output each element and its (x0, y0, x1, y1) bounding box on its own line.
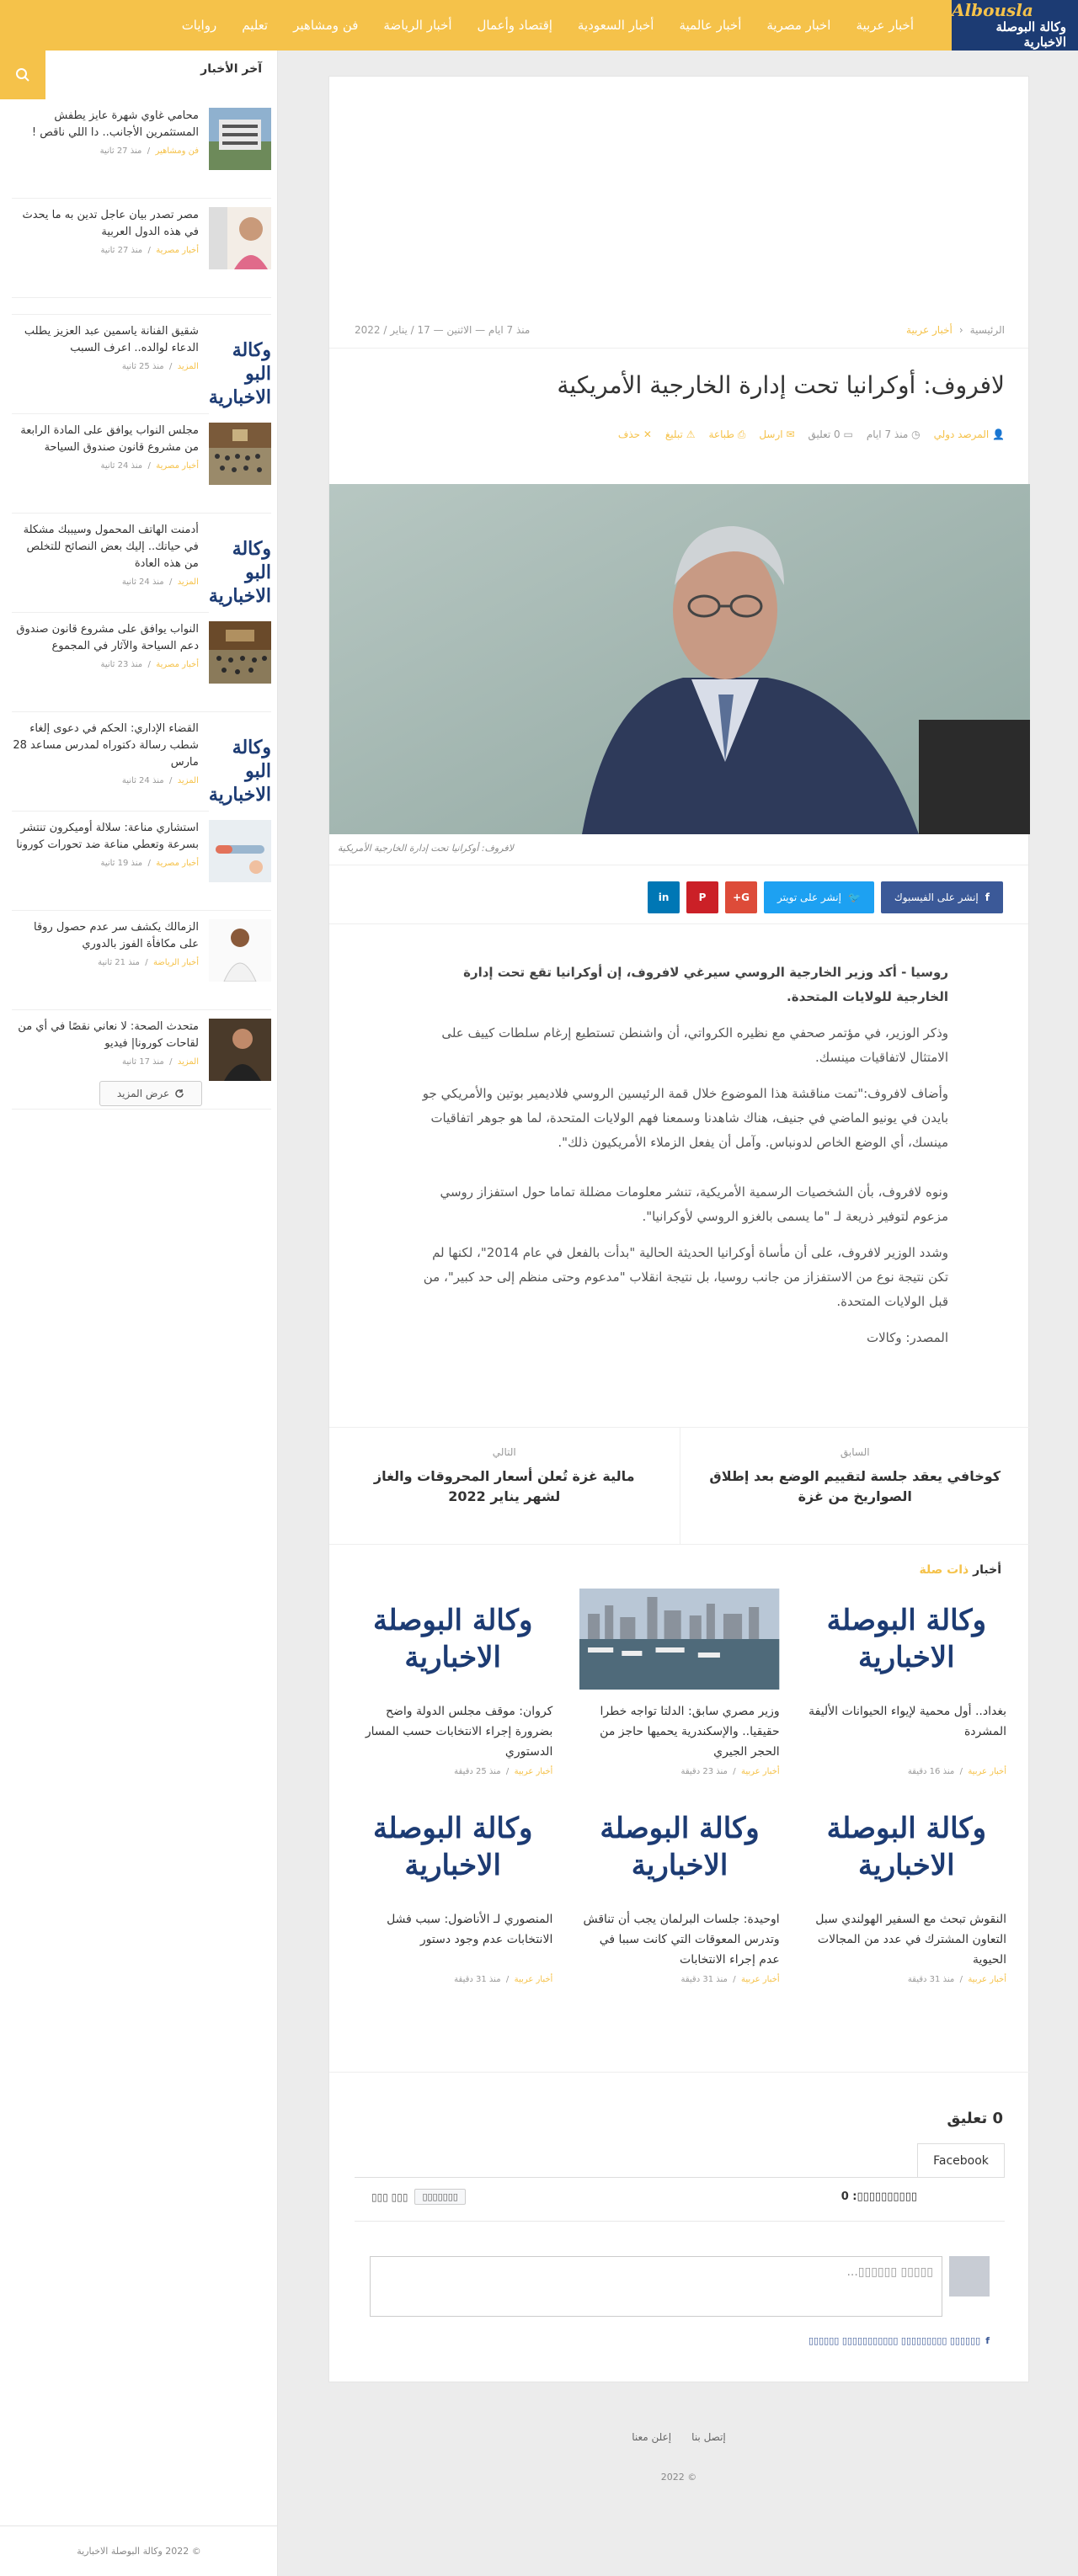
article-paragraph: وأضاف لافروف:"تمت مناقشة هذا الموضوع خلال قمة الرئيسين الروسي فلاديمير بوتين والأمريكي جو بايدن في يونيو الماضي في جنيف، هناك شاهدنا وسمعنا فهم الولايات المتحدة، لما هو جوهر اتفاقيات مينسك، أي الوضع الخاص لدونباس. وآمل أن يفعل الزملاء الأمريكيون ذلك". (422, 1086, 948, 1150)
sidebar-news-list (12, 99, 271, 1110)
sidebar-spacer (12, 298, 271, 315)
linkedin-icon: in (658, 891, 670, 903)
sidebar-news-item[interactable] (12, 812, 271, 911)
article-source: المصدر: وكالات (867, 1330, 948, 1345)
news-category[interactable]: أخبار الرياضة (152, 958, 199, 967)
placeholder-logo-image: وكالة البوصلة الاخبارية (807, 1589, 1006, 1690)
placeholder-logo-image: وكالة البوصلة الاخبارية (353, 1796, 552, 1897)
load-more-button[interactable] (99, 1081, 202, 1106)
related-category[interactable]: أخبار عربية (968, 1975, 1006, 1984)
send-link[interactable] (759, 428, 794, 441)
report-label: تبليغ (664, 428, 683, 440)
news-time: منذ 21 ثانية (98, 958, 140, 967)
googleplus-icon: G+ (733, 891, 750, 903)
article-time: منذ 7 ايام (866, 428, 909, 440)
clock-icon: ◷ (911, 428, 921, 440)
news-category[interactable]: المزيد (177, 577, 199, 587)
article-meta (618, 428, 1005, 441)
latest-news-sidebar (0, 51, 278, 2576)
related-photo (579, 1589, 779, 1690)
related-meta: أخبار عربية / منذ 31 دقيقة (907, 1975, 1006, 1984)
news-meta: أخبار مصرية / منذ 19 ثانية (100, 859, 199, 868)
related-card[interactable] (579, 1796, 779, 1984)
placeholder-logo-image: وكالة البوصلة الاخبارية (579, 1796, 779, 1897)
related-card[interactable] (807, 1796, 1006, 1984)
fb-plugin-label: ▯▯▯▯▯▯ ▯▯▯▯▯▯▯▯▯ ▯▯▯▯▯▯▯▯▯▯▯ ▯▯▯▯▯▯ (808, 2335, 981, 2346)
news-meta: أخبار مصرية / منذ 24 ثانية (100, 461, 199, 471)
comments-section (329, 2072, 1030, 2346)
related-card[interactable] (353, 1796, 552, 1984)
share-facebook-label: إنشر على الفيسبوك (894, 891, 979, 903)
related-title[interactable]: وزير مصري سابق: الدلتا تواجه خطرا حقيقيا.. والإسكندرية يحميها حاجز من الحجر الجيري (600, 1705, 780, 1759)
post-navigation (329, 1427, 1030, 1545)
share-googleplus-button[interactable] (725, 881, 757, 913)
related-meta: أخبار عربية / منذ 31 دقيقة (680, 1975, 780, 1984)
placeholder-logo-image: وكالة البو الاخبارية (209, 721, 271, 822)
news-headline[interactable]: النواب يوافق على مشروع قانون صندوق دعم السياحة والآثار في المجموع (16, 623, 199, 652)
user-icon: 👤 (992, 428, 1005, 440)
delete-link[interactable] (618, 428, 652, 441)
next-label: التالي (492, 1446, 516, 1458)
news-time: منذ 24 ثانية (121, 776, 164, 785)
nav-item-education[interactable]: تعليم (242, 18, 269, 33)
sidebar-news-item[interactable] (12, 315, 271, 414)
news-headline[interactable]: القضاء الإداري: الحكم في دعوى إلغاء شطب رسالة دكتوراه لمدرس مساعد 28 مارس (13, 722, 199, 769)
footer-copyright: © 2022 (660, 2472, 697, 2483)
related-meta: أخبار عربية / منذ 25 دقيقة (454, 1767, 553, 1776)
comments-count: 0 تعليق (808, 428, 841, 440)
logo-latin: Albousla (952, 0, 1033, 20)
close-icon: ✕ (643, 428, 652, 440)
related-time: منذ 31 دقيقة (680, 1975, 728, 1984)
previous-label: السابق (840, 1446, 870, 1458)
related-category[interactable]: أخبار عربية (740, 1767, 780, 1776)
placeholder-logo-image: وكالة البوصلة الاخبارية (807, 1796, 1006, 1897)
news-category[interactable]: أخبار مصرية (156, 660, 199, 669)
sidebar-news-item[interactable] (12, 414, 271, 514)
related-title[interactable]: كروان: موقف مجلس الدولة واضح بضرورة إجراء الانتخابات حسب المسار الدستوري (365, 1705, 553, 1759)
news-category[interactable]: المزيد (177, 362, 199, 371)
related-title-highlight: ذات صلة (919, 1563, 969, 1577)
related-time: منذ 31 دقيقة (454, 1975, 501, 1984)
related-title[interactable]: المنصوري لـ الأناضول: سبب فشل الانتخابات عدم وجود دستور (387, 1913, 553, 1946)
share-facebook-button[interactable] (881, 881, 1003, 913)
article-body (409, 961, 948, 1362)
nav-item-arab-news[interactable]: أخبار عربية (856, 18, 914, 33)
news-headline[interactable]: متحدث الصحة: لا نعاني نقصًا في أي من لقاحات كورونا| فيديو (18, 1020, 199, 1050)
news-headline[interactable]: الزمالك يكشف سر عدم حصول روقا على مكافأة الفوز بالدوري (34, 921, 199, 950)
article-paragraph: ونوه لافروف، بأن الشخصيات الرسمية الأمريكية، تنشر معلومات مضللة تماما حول استفزاز روسي مزعوم لتوفير ذريعة لـ "ما يسمى بالغزو الروسي لأوكرانيا". (440, 1184, 948, 1224)
news-category[interactable]: فن ومشاهير (155, 146, 199, 156)
related-title-prefix: أخبار (973, 1563, 1001, 1577)
nav-item-world-news[interactable]: أخبار عالمية (679, 18, 742, 33)
breadcrumb-home[interactable]: الرئيسية (969, 324, 1005, 336)
divider (329, 923, 1028, 924)
comment-input[interactable]: ▯▯▯▯▯ ▯▯▯▯▯▯... (370, 2256, 942, 2317)
related-title[interactable]: اوحيدة: جلسات البرلمان يجب أن تناقش وتدرس المعوقات التي كانت سببا في عدم إجراء الانتخابات (583, 1913, 780, 1967)
ad-space (329, 77, 1028, 312)
news-category[interactable]: أخبار مصرية (156, 859, 199, 868)
tab-facebook[interactable]: Facebook (917, 2143, 1005, 2177)
envelope-icon: ✉ (786, 428, 795, 440)
comments-title: 0 تعليق (947, 2110, 1003, 2127)
print-icon: ⎙ (737, 428, 746, 440)
author-link[interactable]: المرصد دولي (933, 428, 990, 440)
sidebar-news-item[interactable] (12, 613, 271, 712)
news-thumbnail (209, 820, 271, 882)
news-time: منذ 24 ثانية (121, 577, 164, 587)
nav-item-celebrities[interactable]: فن ومشاهير (293, 18, 359, 33)
share-linkedin-button[interactable] (648, 881, 680, 913)
news-meta: أخبار مصرية / منذ 23 ثانية (100, 660, 199, 669)
report-link[interactable] (665, 428, 696, 441)
related-category[interactable]: أخبار عربية (968, 1767, 1006, 1776)
search-button[interactable] (0, 51, 45, 99)
nav-item-saudi-news[interactable]: أخبار السعودية (577, 18, 654, 33)
warning-icon: ⚠ (686, 428, 696, 440)
footer-advertise-link[interactable]: إعلن معنا (632, 2431, 672, 2443)
breadcrumb-category[interactable]: أخبار عربية (906, 324, 953, 336)
search-icon (15, 67, 30, 82)
news-thumbnail (209, 207, 271, 269)
previous-title[interactable]: كوخافي يعقد جلسة لتقييم الوضع بعد إطلاق الصواريخ من غزة (709, 1468, 1001, 1504)
news-category[interactable]: المزيد (177, 776, 199, 785)
sidebar-news-item[interactable] (12, 514, 271, 613)
share-twitter-button[interactable] (764, 881, 874, 913)
fb-comment-count: ▯▯▯▯▯▯▯▯▯▯: 0 (841, 2190, 917, 2203)
delete-label: حذف (617, 428, 641, 440)
nav-item-economy[interactable]: إقتصاد وأعمال (477, 18, 552, 33)
breadcrumb (906, 324, 1005, 336)
news-headline[interactable]: محامي غاوي شهرة عايز يطفش المستثمرين الأجانب.. دا اللي ناقص ! (31, 109, 199, 139)
avatar (949, 2256, 990, 2297)
article-title: لافروف: أوكرانيا تحت إدارة الخارجية الأمريكية (557, 371, 1005, 399)
twitter-icon: 🐦 (847, 891, 861, 903)
news-meta: المزيد / منذ 24 ثانية (121, 776, 199, 785)
related-card[interactable] (807, 1589, 1006, 1776)
sidebar-title: آخر الأخبار (200, 62, 262, 76)
author-info (934, 428, 1005, 441)
news-category[interactable]: أخبار مصرية (156, 246, 199, 255)
related-category[interactable]: أخبار عربية (740, 1975, 780, 1984)
share-buttons (648, 881, 1003, 913)
related-category[interactable]: أخبار عربية (514, 1975, 553, 1984)
related-title[interactable]: بغداد.. أول محمية لإيواء الحيوانات الأليفة المشردة (808, 1705, 1006, 1738)
top-navbar (0, 0, 1078, 51)
related-time: منذ 16 دقيقة (907, 1767, 955, 1776)
related-meta: أخبار عربية / منذ 23 دقيقة (680, 1767, 780, 1776)
news-time: منذ 27 ثانية (100, 246, 143, 255)
nav-item-novels[interactable]: روايات (181, 18, 217, 33)
refresh-icon (174, 1088, 184, 1099)
related-time: منذ 31 دقيقة (907, 1975, 955, 1984)
news-headline[interactable]: مجلس النواب يوافق على المادة الرابعة من مشروع قانون صندوق السياحة (20, 424, 199, 454)
related-meta: أخبار عربية / منذ 31 دقيقة (454, 1975, 553, 1984)
sidebar-news-item[interactable] (12, 911, 271, 1010)
sidebar-news-item[interactable] (12, 712, 271, 812)
news-headline[interactable]: استشاري مناعة: سلالة أوميكرون تنتشر بسرعة وتعطي مناعة ضد تحورات كورونا (16, 822, 199, 851)
news-thumbnail (209, 108, 271, 170)
article-hero-image (329, 484, 1030, 834)
news-headline[interactable]: شقيق الفنانة ياسمين عبد العزيز يطلب الدعاء لوالده.. اعرف السبب (24, 325, 199, 354)
footer-contact-link[interactable]: إتصل بنا (691, 2431, 726, 2443)
fb-sort-control (371, 2189, 466, 2205)
news-thumbnail (209, 621, 271, 684)
news-time: منذ 24 ثانية (100, 461, 143, 471)
news-thumbnail (209, 1019, 271, 1081)
facebook-icon: f (985, 891, 990, 903)
print-label: طباعة (708, 428, 734, 440)
news-headline[interactable]: أدمنت الهاتف المحمول وسيببك مشكلة في حياتك.. إليك بعض النصائح للتخلص من هذه العادة (23, 524, 199, 570)
news-meta: المزيد / منذ 24 ثانية (121, 577, 199, 587)
sidebar-copyright: © 2022 وكالة البوصلة الاخبارية (0, 2525, 278, 2576)
previous-post[interactable] (680, 1428, 1031, 1544)
placeholder-logo-image: وكالة البو الاخبارية (209, 323, 271, 424)
related-news-grid (353, 1589, 1006, 1984)
related-news-title (920, 1563, 1001, 1577)
comment-icon: ▭ (843, 428, 853, 440)
main-nav (169, 0, 926, 51)
related-time: منذ 25 دقيقة (454, 1767, 501, 1776)
divider (355, 2221, 1005, 2222)
send-label: ارسل (759, 428, 783, 440)
sidebar-news-item[interactable] (12, 99, 271, 199)
pinterest-icon: P (698, 891, 707, 903)
hero-photo (329, 484, 1030, 834)
article-container (328, 76, 1029, 2382)
next-title[interactable]: مالية غزة تُعلن أسعار المحروقات والغاز لشهر يناير 2022 (373, 1468, 635, 1504)
print-link[interactable] (708, 428, 745, 441)
news-meta: المزيد / منذ 17 ثانية (122, 1057, 199, 1067)
related-title[interactable]: النقوش تبحث مع السفير الهولندي سبل التعاون المشترك في عدد من المجالات الحيوية (815, 1913, 1006, 1967)
share-twitter-label: إنشر على تويتر (777, 891, 841, 903)
article-paragraph: وشدد الوزير لافروف، على أن مأساة أوكرانيا الحديثة الحالية "بدأت بالفعل في عام 2014"، لكنها لم تكن نتيجة نوع من الاستفزاز من جانب روسيا، بل نتيجة انقلاب "مدعوم وحتى منظم إلى حد كبير"، من قبل الولايات المتحدة. (423, 1245, 948, 1309)
divider (329, 348, 1028, 349)
chevron-left-icon: ‹ (958, 324, 963, 336)
news-category[interactable]: أخبار مصرية (156, 461, 199, 471)
placeholder-logo-image: وكالة البو الاخبارية (209, 522, 271, 623)
image-caption: لافروف: أوكرانيا تحت إدارة الخارجية الأمريكية (338, 843, 514, 854)
facebook-icon: f (985, 2335, 990, 2346)
load-more-label: عرض المزيد (116, 1088, 170, 1099)
related-time: منذ 23 دقيقة (680, 1767, 728, 1776)
time-info (867, 428, 921, 441)
fb-plugin-link[interactable] (808, 2335, 990, 2346)
footer-links (328, 2431, 1029, 2443)
share-pinterest-button[interactable] (686, 881, 718, 913)
post-date: منذ 7 ايام — الاثنين — 17 / يناير / 2022 (355, 324, 531, 336)
related-card[interactable] (579, 1589, 779, 1776)
fb-sort-select[interactable]: ▯▯▯▯▯▯▯ (414, 2189, 465, 2205)
fb-sort-label: ▯▯▯ ▯▯▯ (371, 2190, 408, 2203)
news-time: منذ 19 ثانية (100, 859, 143, 868)
related-category[interactable]: أخبار عربية (514, 1767, 553, 1776)
news-meta: المزيد / منذ 25 ثانية (121, 362, 199, 371)
related-card[interactable] (353, 1589, 552, 1776)
next-post[interactable] (329, 1428, 680, 1544)
news-time: منذ 23 ثانية (100, 660, 143, 669)
nav-item-egypt-news[interactable]: اخبار مصرية (766, 18, 831, 33)
news-time: منذ 27 ثانية (99, 146, 142, 156)
sidebar-news-item[interactable] (12, 199, 271, 298)
news-thumbnail (209, 919, 271, 982)
news-meta: فن ومشاهير / منذ 27 ثانية (99, 146, 199, 156)
news-thumbnail (209, 423, 271, 485)
logo-arabic: وكالة البوصلة الاخبارية (995, 19, 1066, 50)
divider (355, 2177, 1005, 2178)
news-meta: أخبار الرياضة / منذ 21 ثانية (98, 958, 199, 967)
nav-item-sports[interactable]: أخبار الرياضة (383, 18, 452, 33)
placeholder-logo-image: وكالة البوصلة الاخبارية (353, 1589, 552, 1690)
article-paragraph: روسيا - أكد وزير الخارجية الروسي سيرغي لافروف، إن أوكرانيا تقع تحت إدارة الخارجية للولايات المتحدة. (463, 965, 948, 1004)
article-paragraph: وذكر الوزير، في مؤتمر صحفي مع نظيره الكرواتي، أن واشنطن تستطيع إرغام سلطات كييف على الامتثال لاتفاقيات مينسك. (441, 1025, 948, 1065)
site-logo[interactable] (952, 0, 1078, 51)
news-category[interactable]: المزيد (177, 1057, 199, 1067)
news-time: منذ 25 ثانية (121, 362, 164, 371)
news-meta: أخبار مصرية / منذ 27 ثانية (100, 246, 199, 255)
related-meta: أخبار عربية / منذ 16 دقيقة (907, 1767, 1006, 1776)
comments-info[interactable] (808, 428, 853, 441)
news-headline[interactable]: مصر تصدر بيان عاجل تدين به ما يحدث في هذه الدول العربية (22, 209, 199, 238)
news-time: منذ 17 ثانية (122, 1057, 164, 1067)
